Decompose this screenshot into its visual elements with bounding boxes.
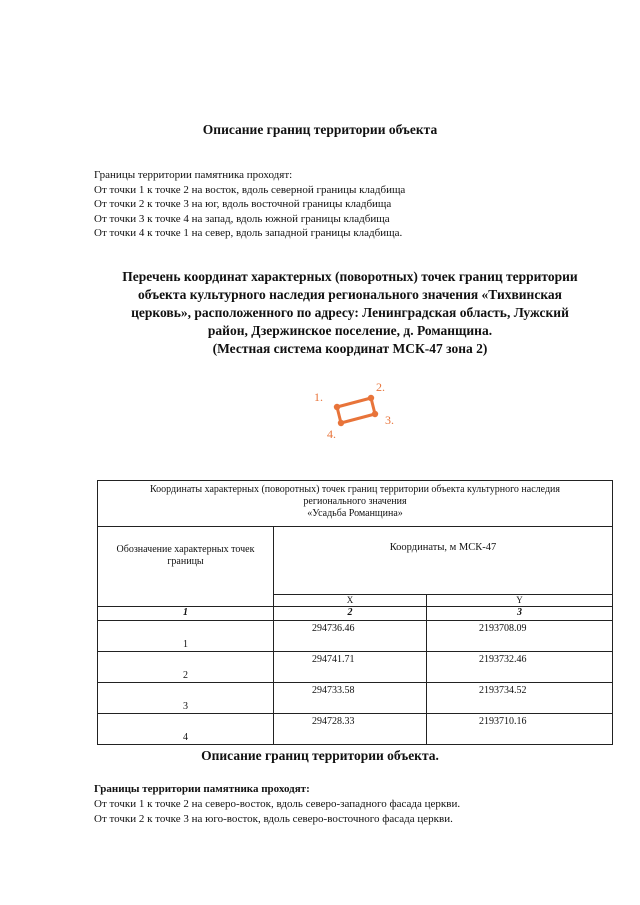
table-caption-line: «Усадьба Романщина»	[307, 508, 403, 519]
x-cell: 294728.33	[274, 714, 427, 745]
y-cell: 2193732.46	[427, 652, 613, 683]
section1-title: Описание границ территории объекта	[202, 122, 438, 137]
col-coordinates-header: Координаты, м МСК-47	[274, 527, 613, 595]
col-y-header: Y	[427, 595, 613, 607]
x-cell: 294736.46	[274, 621, 427, 652]
sketch-label-3: 3.	[385, 413, 394, 427]
coordinates-table	[97, 480, 613, 745]
point-cell: 3	[98, 683, 274, 714]
table-caption-line: Координаты характерных (поворотных) точек границ территории объекта культурного наследия	[150, 484, 560, 495]
sketch-label-4: 4.	[327, 427, 336, 441]
col-number: 2	[274, 607, 427, 621]
section3-line: От точки 1 к точке 2 на северо-восток, вдоль северо-западного фасада церкви.	[94, 798, 461, 810]
y-cell: 2193710.16	[427, 714, 613, 745]
boundary-point-4	[338, 420, 344, 426]
sketch-label-1: 1.	[314, 390, 323, 404]
section1-description	[94, 168, 405, 241]
x-cell: 294733.58	[274, 683, 427, 714]
table-row	[98, 714, 613, 745]
section3-title: Описание границ территории объекта.	[201, 748, 439, 763]
table-caption-line: регионального значения	[303, 496, 407, 507]
boundary-point-3	[372, 411, 378, 417]
boundary-sketch	[310, 376, 410, 446]
section1-line: От точки 3 к точке 4 на запад, вдоль южной границы кладбища	[94, 212, 390, 225]
section3-intro: Границы территории памятника проходят:	[94, 783, 310, 795]
boundary-point-2	[368, 395, 374, 401]
x-cell: 294741.71	[274, 652, 427, 683]
point-cell: 4	[98, 714, 274, 745]
table-row	[98, 652, 613, 683]
boundary-point-1	[334, 404, 340, 410]
point-cell: 1	[98, 621, 274, 652]
section3-line: От точки 2 к точке 3 на юго-восток, вдоль северо-восточного фасада церкви.	[94, 812, 453, 825]
title-line: объекта культурного наследия регионального значения «Тихвинская	[138, 287, 562, 302]
col-number: 3	[427, 607, 613, 621]
section1-line: От точки 1 к точке 2 на восток, вдоль северной границы кладбища	[94, 183, 406, 196]
table-caption	[98, 481, 613, 527]
point-cell: 2	[98, 652, 274, 683]
section1-intro: Границы территории памятника проходят:	[94, 169, 293, 181]
section1-line: От точки 4 к точке 1 на север, вдоль западной границы кладбища.	[94, 227, 403, 240]
col-point-header: Обозначение характерных точек границы	[98, 527, 274, 607]
y-cell: 2193734.52	[427, 683, 613, 714]
y-cell: 2193708.09	[427, 621, 613, 652]
table-row	[98, 683, 613, 714]
section1-line: От точки 2 к точке 3 на юг, вдоль восточной границы кладбища	[94, 198, 392, 211]
title-line: церковь», расположенного по адресу: Ленинградская область, Лужский	[131, 305, 569, 320]
title-line: (Местная система координат МСК-47 зона 2)	[212, 341, 488, 356]
col-number: 1	[98, 607, 274, 621]
sketch-label-2: 2.	[376, 380, 385, 394]
col-x-header: X	[274, 595, 427, 607]
table-row	[98, 621, 613, 652]
section3-description	[94, 797, 460, 826]
coordinates-list-title	[80, 268, 620, 358]
title-line: район, Дзержинское поселение, д. Романщина.	[207, 323, 493, 338]
boundary-polygon	[337, 398, 375, 423]
title-line: Перечень координат характерных (поворотных) точек границ территории	[122, 269, 578, 284]
